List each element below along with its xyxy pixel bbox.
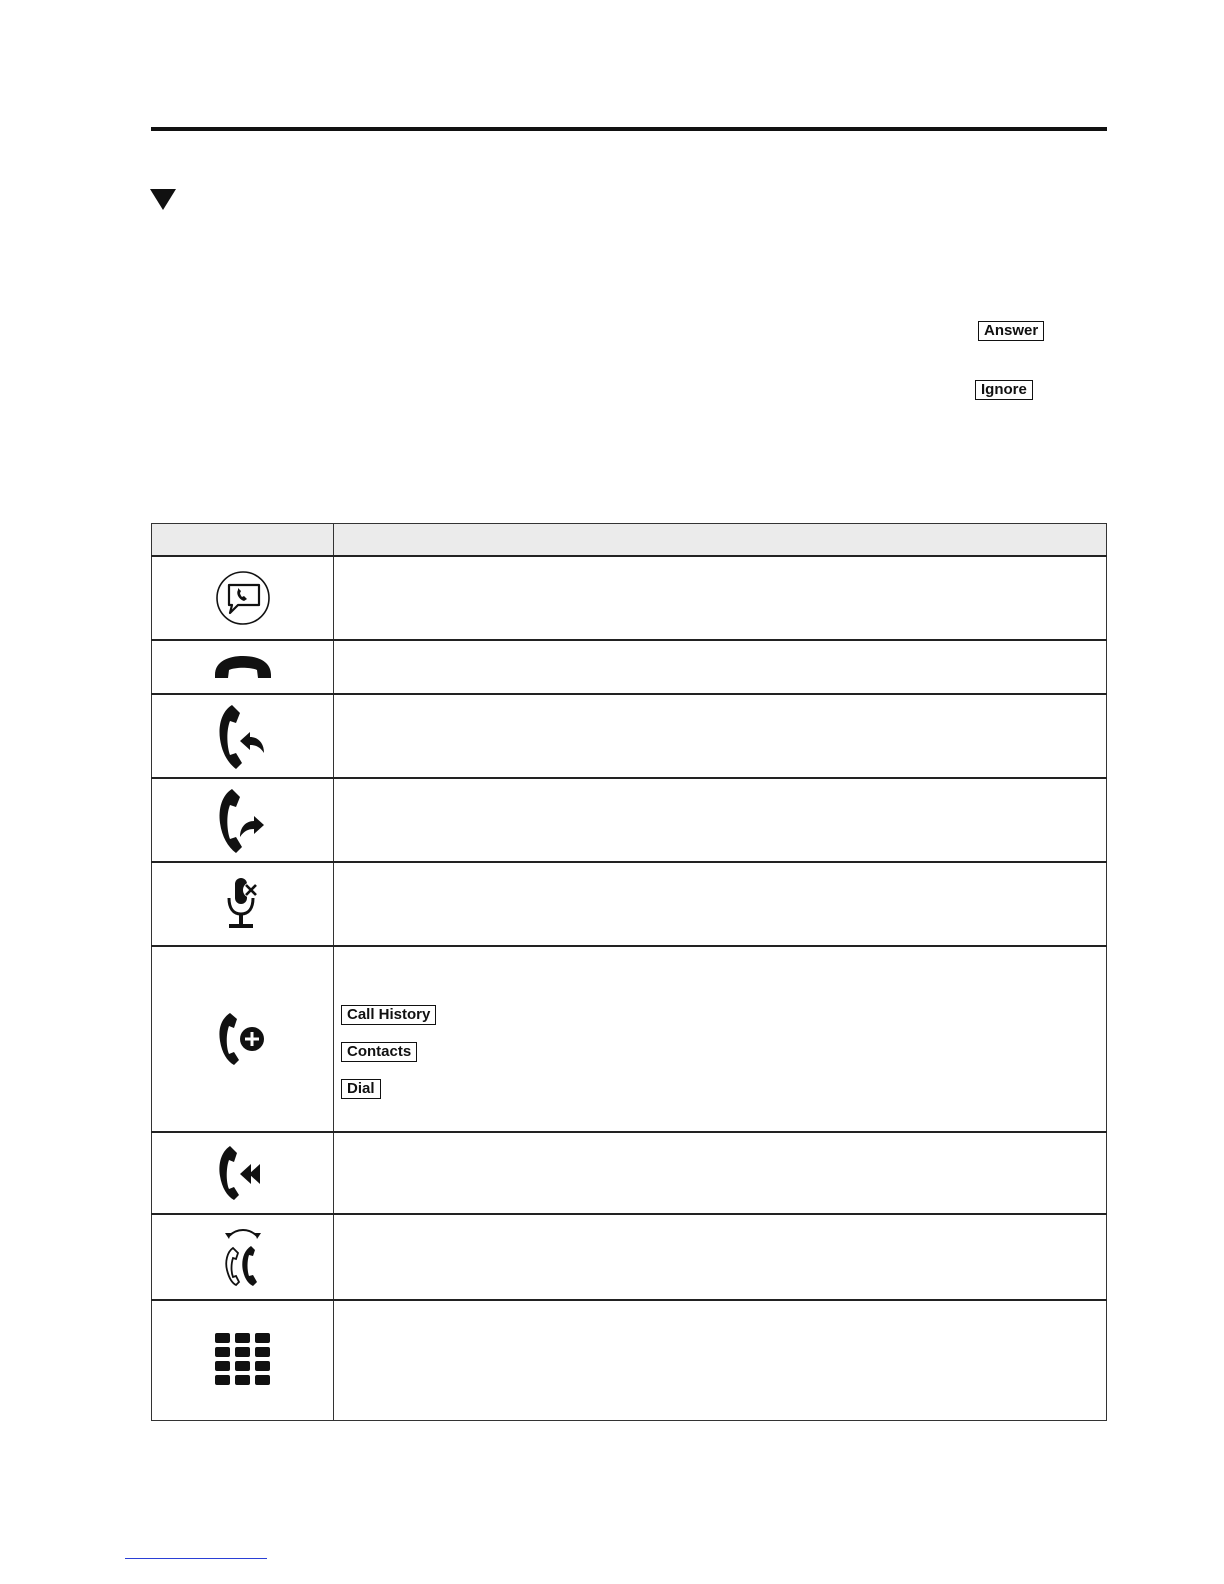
footer-link-underline[interactable]: [125, 1558, 267, 1559]
table-header-row: [152, 524, 1107, 557]
table-header-icon: [152, 524, 334, 557]
answer-button[interactable]: Answer: [978, 321, 1044, 341]
add-call-options: [341, 947, 1106, 1116]
table-row: [152, 556, 1107, 640]
row-description: [334, 1300, 1107, 1420]
call-transfer-icon[interactable]: [218, 785, 268, 855]
call-back-icon[interactable]: [218, 1144, 268, 1202]
keypad-icon[interactable]: [215, 1333, 271, 1387]
table-header-description: [334, 524, 1107, 557]
contacts-button[interactable]: Contacts: [341, 1042, 417, 1062]
row-description: [334, 556, 1107, 640]
row-description: [334, 1132, 1107, 1214]
table-row: [152, 1132, 1107, 1214]
row-description: [334, 862, 1107, 946]
table-row: [152, 778, 1107, 862]
call-reply-icon[interactable]: [218, 701, 268, 771]
row-description: [334, 694, 1107, 778]
section-triangle-icon: [150, 189, 176, 210]
add-call-icon[interactable]: [218, 1011, 268, 1067]
table-row: [152, 946, 1107, 1132]
phone-message-icon[interactable]: [215, 570, 271, 626]
ignore-button[interactable]: Ignore: [975, 380, 1033, 400]
table-row: [152, 1300, 1107, 1420]
call-history-button[interactable]: Call History: [341, 1005, 436, 1025]
table-row: [152, 1214, 1107, 1300]
top-rule: [151, 127, 1107, 131]
table-row: [152, 862, 1107, 946]
row-description: [334, 778, 1107, 862]
row-description: [334, 640, 1107, 694]
table-row: [152, 640, 1107, 694]
table-row: [152, 694, 1107, 778]
dial-button[interactable]: Dial: [341, 1079, 381, 1099]
icon-table: [151, 523, 1107, 1421]
row-description: [334, 1214, 1107, 1300]
mute-microphone-icon[interactable]: [223, 876, 263, 932]
swap-calls-icon[interactable]: [221, 1226, 265, 1288]
end-call-icon[interactable]: [213, 653, 273, 681]
